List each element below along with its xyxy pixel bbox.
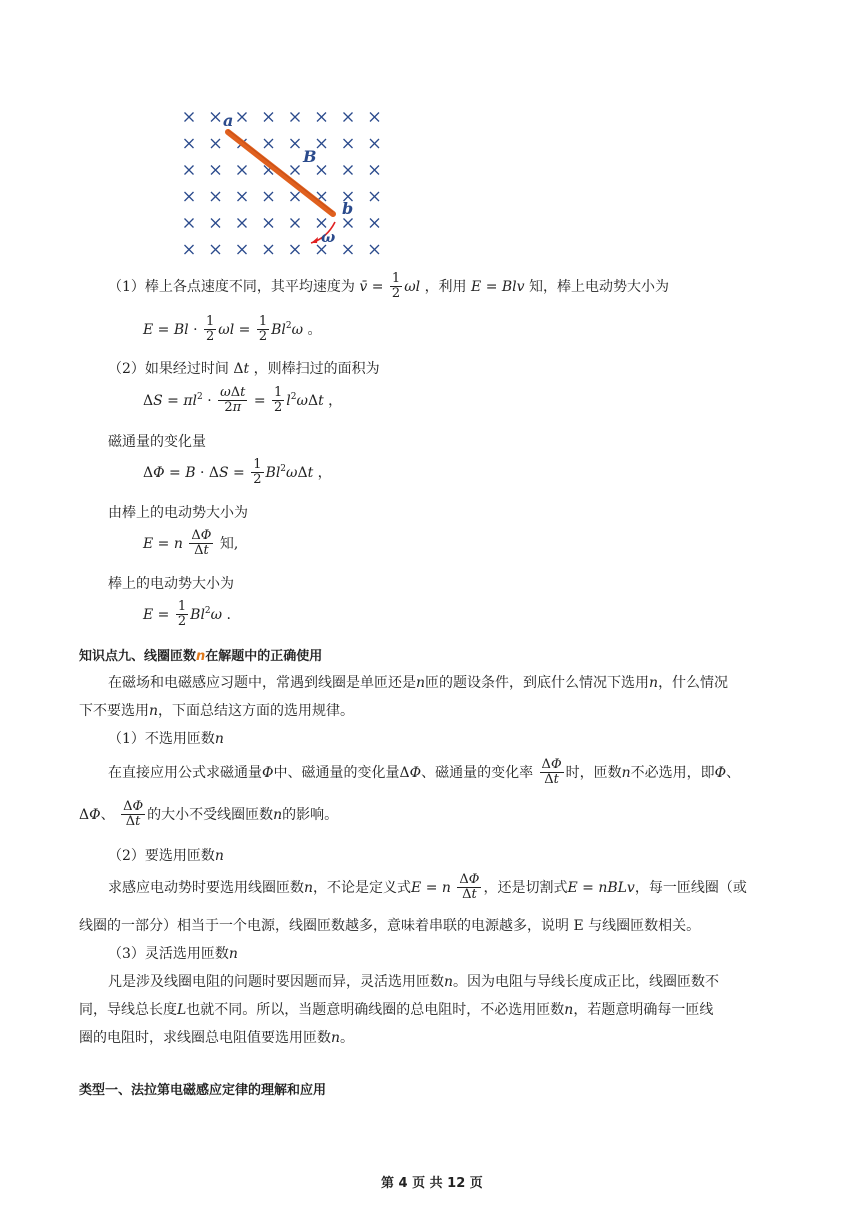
field-cross bbox=[211, 139, 220, 148]
field-cross bbox=[185, 139, 194, 148]
field-cross bbox=[211, 245, 220, 254]
field-cross bbox=[264, 192, 273, 201]
field-cross bbox=[264, 139, 273, 148]
field-cross bbox=[370, 113, 379, 122]
equation-5: E = $\frac{1}{2}$ Bl$^2$ω . bbox=[143, 599, 231, 630]
field-cross bbox=[238, 113, 247, 122]
label-field-B: B bbox=[303, 147, 317, 166]
field-cross bbox=[344, 245, 353, 254]
type-1-heading: 类型一、法拉第电磁感应定律的理解和应用 bbox=[79, 1083, 327, 1098]
field-cross bbox=[344, 166, 353, 175]
case2-line-2: 线圈的一部分）相当于一个电源，线圈匝数越多，意味着串联的电源越多，说明 E 与线圈匝数相关。 bbox=[79, 918, 701, 934]
section-9-heading: 知识点九、线圈匝数n在解题中的正确使用 bbox=[79, 649, 323, 664]
emf-label-2: 棒上的电动势大小为 bbox=[108, 576, 234, 592]
page-footer: 第 4 页 共 12 页 bbox=[381, 1176, 483, 1191]
emf-label: 由棒上的电动势大小为 bbox=[108, 505, 248, 521]
field-cross bbox=[238, 192, 247, 201]
magnetic-field-crosses bbox=[185, 113, 380, 255]
case1-title: （1）不选用匝数n bbox=[108, 731, 224, 747]
field-cross bbox=[238, 245, 247, 254]
part1-line: （1）棒上各点速度不同，其平均速度为 v̄ = $\frac{1}{2}$ ωl ，利用 E = Blv 知，棒上电动势大小为 bbox=[108, 271, 670, 302]
field-cross bbox=[317, 245, 326, 254]
field-cross bbox=[370, 139, 379, 148]
field-cross bbox=[317, 139, 326, 148]
field-cross bbox=[344, 113, 353, 122]
case3-line-1: 凡是涉及线圈电阻的问题时要因题而异，灵活选用匝数n。因为电阻与导线长度成正比，线圈匝数不 bbox=[108, 974, 720, 990]
case1-line-1: 在直接应用公式求磁通量Φ中、磁通量的变化量ΔΦ、磁通量的变化率 $\frac{\Delta\Phi}{\Delta t}$ 时，匝数n不必选用，即Φ、 bbox=[108, 757, 741, 788]
flux-change-label: 磁通量的变化量 bbox=[108, 434, 206, 450]
part2-line: （2）如果经过时间 Δt ，则棒扫过的面积为 bbox=[108, 361, 380, 377]
field-cross bbox=[264, 219, 273, 228]
label-a: a bbox=[223, 111, 234, 130]
field-cross bbox=[344, 219, 353, 228]
field-cross bbox=[344, 139, 353, 148]
field-cross bbox=[291, 166, 300, 175]
field-cross bbox=[185, 192, 194, 201]
case2-line-1: 求感应电动势时要选用线圈匝数n，不论是定义式E = n $\frac{\Delta\Phi}{\Delta t}$ ，还是切割式E = nBLv，每一匝线圈（或 bbox=[108, 872, 747, 903]
field-cross bbox=[238, 166, 247, 175]
label-omega: ω bbox=[321, 228, 336, 246]
case1-line-2: ΔΦ、 $\frac{\Delta\Phi}{\Delta t}$ 的大小不受线圈匝数n的影响。 bbox=[79, 799, 339, 830]
field-cross bbox=[211, 192, 220, 201]
field-cross bbox=[370, 245, 379, 254]
field-cross bbox=[211, 219, 220, 228]
field-cross bbox=[264, 245, 273, 254]
equation-3: ΔΦ = B · ΔS = $\frac{1}{2}$ Bl$^2$ωΔt ， bbox=[143, 457, 332, 488]
field-cross bbox=[370, 166, 379, 175]
rotating-rod-figure bbox=[175, 100, 395, 260]
field-cross bbox=[291, 139, 300, 148]
field-cross bbox=[264, 113, 273, 122]
field-cross bbox=[238, 219, 247, 228]
field-cross bbox=[185, 245, 194, 254]
case3-line-3: 圈的电阻时，求线圈总电阻值要选用匝数n。 bbox=[79, 1030, 355, 1046]
field-cross bbox=[185, 166, 194, 175]
rotating-rod bbox=[228, 132, 333, 214]
field-cross bbox=[291, 219, 300, 228]
field-cross bbox=[317, 219, 326, 228]
field-cross bbox=[317, 113, 326, 122]
field-cross bbox=[291, 113, 300, 122]
field-cross bbox=[211, 166, 220, 175]
field-cross bbox=[291, 192, 300, 201]
field-cross bbox=[291, 245, 300, 254]
intro-line-2: 下不要选用n，下面总结这方面的选用规律。 bbox=[79, 703, 355, 719]
case3-line-2: 同，导线总长度L也就不同。所以，当题意明确线圈的总电阻时，不必选用匝数n，若题意明确每一匝线 bbox=[79, 1002, 714, 1018]
field-cross bbox=[370, 192, 379, 201]
field-cross bbox=[211, 113, 220, 122]
case3-title: （3）灵活选用匝数n bbox=[108, 946, 238, 962]
field-cross bbox=[185, 219, 194, 228]
equation-2: $\Delta S = \pi l^2$ · $\frac{\text{ωΔt}}{2\pi}$ = $\frac{1}{2}$ $l^2\omega\Delta t$ ， bbox=[143, 385, 343, 416]
field-cross bbox=[185, 113, 194, 122]
label-b: b bbox=[342, 199, 354, 218]
field-cross bbox=[317, 166, 326, 175]
equation-1: E = Bl · $\frac{1}{2}$ ωl = $\frac{1}{2}$ Bl$^2$ω 。 bbox=[143, 314, 322, 345]
case2-title: （2）要选用匝数n bbox=[108, 848, 224, 864]
equation-4: E = n $\frac{\Delta\Phi}{\Delta t}$ 知, bbox=[143, 528, 239, 559]
field-cross bbox=[370, 219, 379, 228]
intro-line-1: 在磁场和电磁感应习题中，常遇到线圈是单匝还是n匝的题设条件，到底什么情况下选用n，什么情况 bbox=[108, 675, 729, 691]
